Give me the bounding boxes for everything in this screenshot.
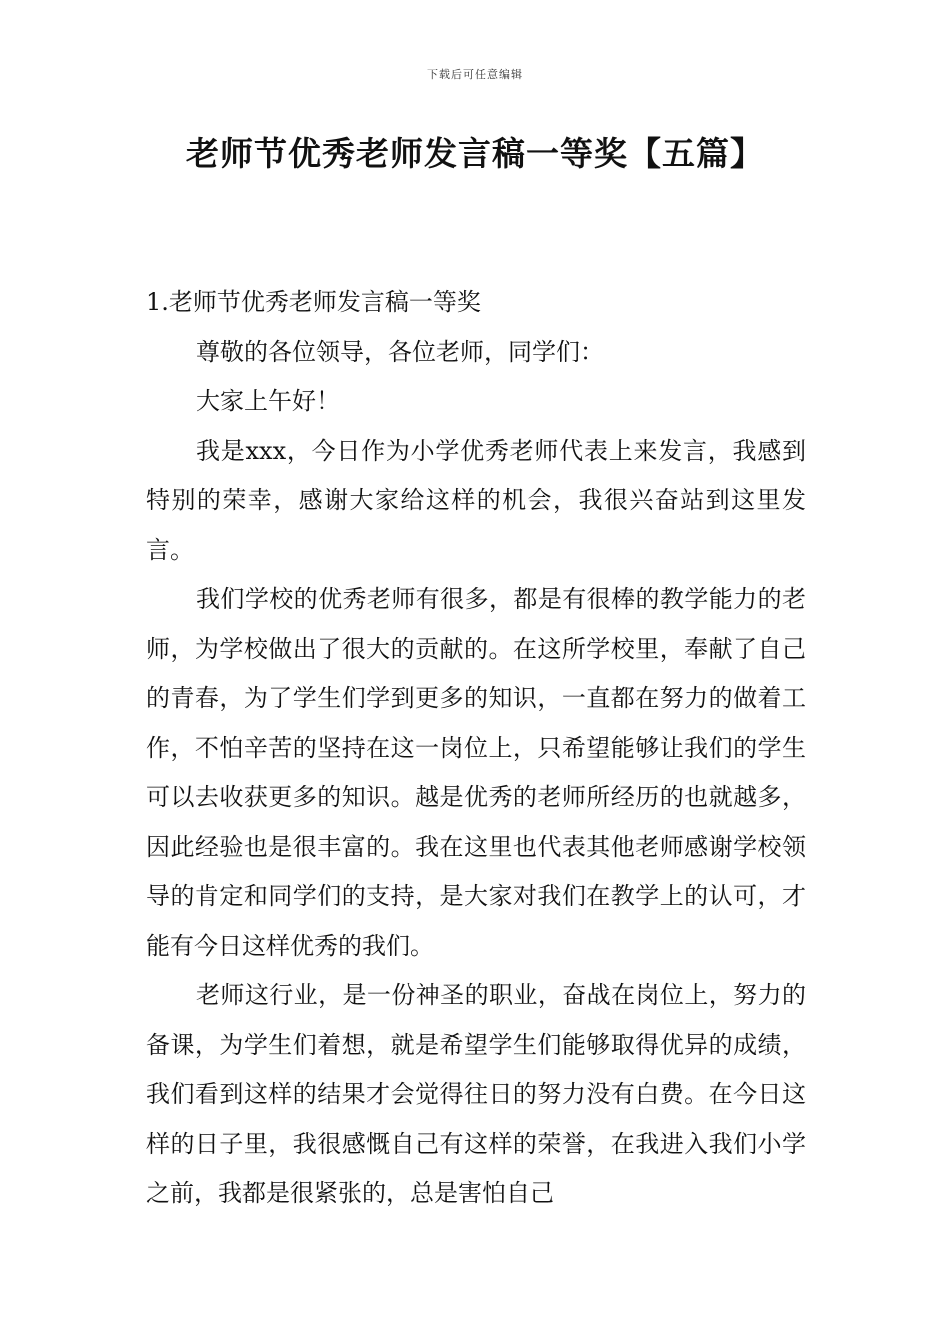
document-body xyxy=(146,278,806,1219)
body-paragraph: 老师这行业，是一份神圣的职业，奋战在岗位上，努力的备课，为学生们着想，就是希望学生们能够取得优异的成绩，我们看到这样的结果才会觉得往日的努力没有白费。在今日这样的日子里，我很感慨自己有这样的荣誉，在我进入我们小学之前，我都是很紧张的，总是害怕自己 xyxy=(146,981,806,1207)
body-paragraph: 我是xxx，今日作为小学优秀老师代表上来发言，我感到特别的荣幸，感谢大家给这样的机会，我很兴奋站到这里发言。 xyxy=(146,436,806,564)
section-heading: 1.老师节优秀老师发言稿一等奖 xyxy=(146,288,481,316)
body-paragraph: 我们学校的优秀老师有很多，都是有很棒的教学能力的老师，为学校做出了很大的贡献的。在这所学校里，奉献了自己的青春，为了学生们学到更多的知识，一直都在努力的做着工作，不怕辛苦的坚持在这一岗位上，只希望能够让我们的学生可以去收获更多的知识。越是优秀的老师所经历的也就越多，因此经验也是很丰富的。我在这里也代表其他老师感谢学校领导的肯定和同学们的支持，是大家对我们在教学上的认可，才能有今日这样优秀的我们。 xyxy=(146,585,806,960)
document-title: 老师节优秀老师发言稿一等奖【五篇】 xyxy=(186,134,764,173)
salutation-paragraph: 尊敬的各位领导，各位老师，同学们： xyxy=(196,337,604,366)
header-note: 下载后可任意编辑 xyxy=(427,68,523,81)
greeting-paragraph: 大家上午好！ xyxy=(196,387,340,415)
